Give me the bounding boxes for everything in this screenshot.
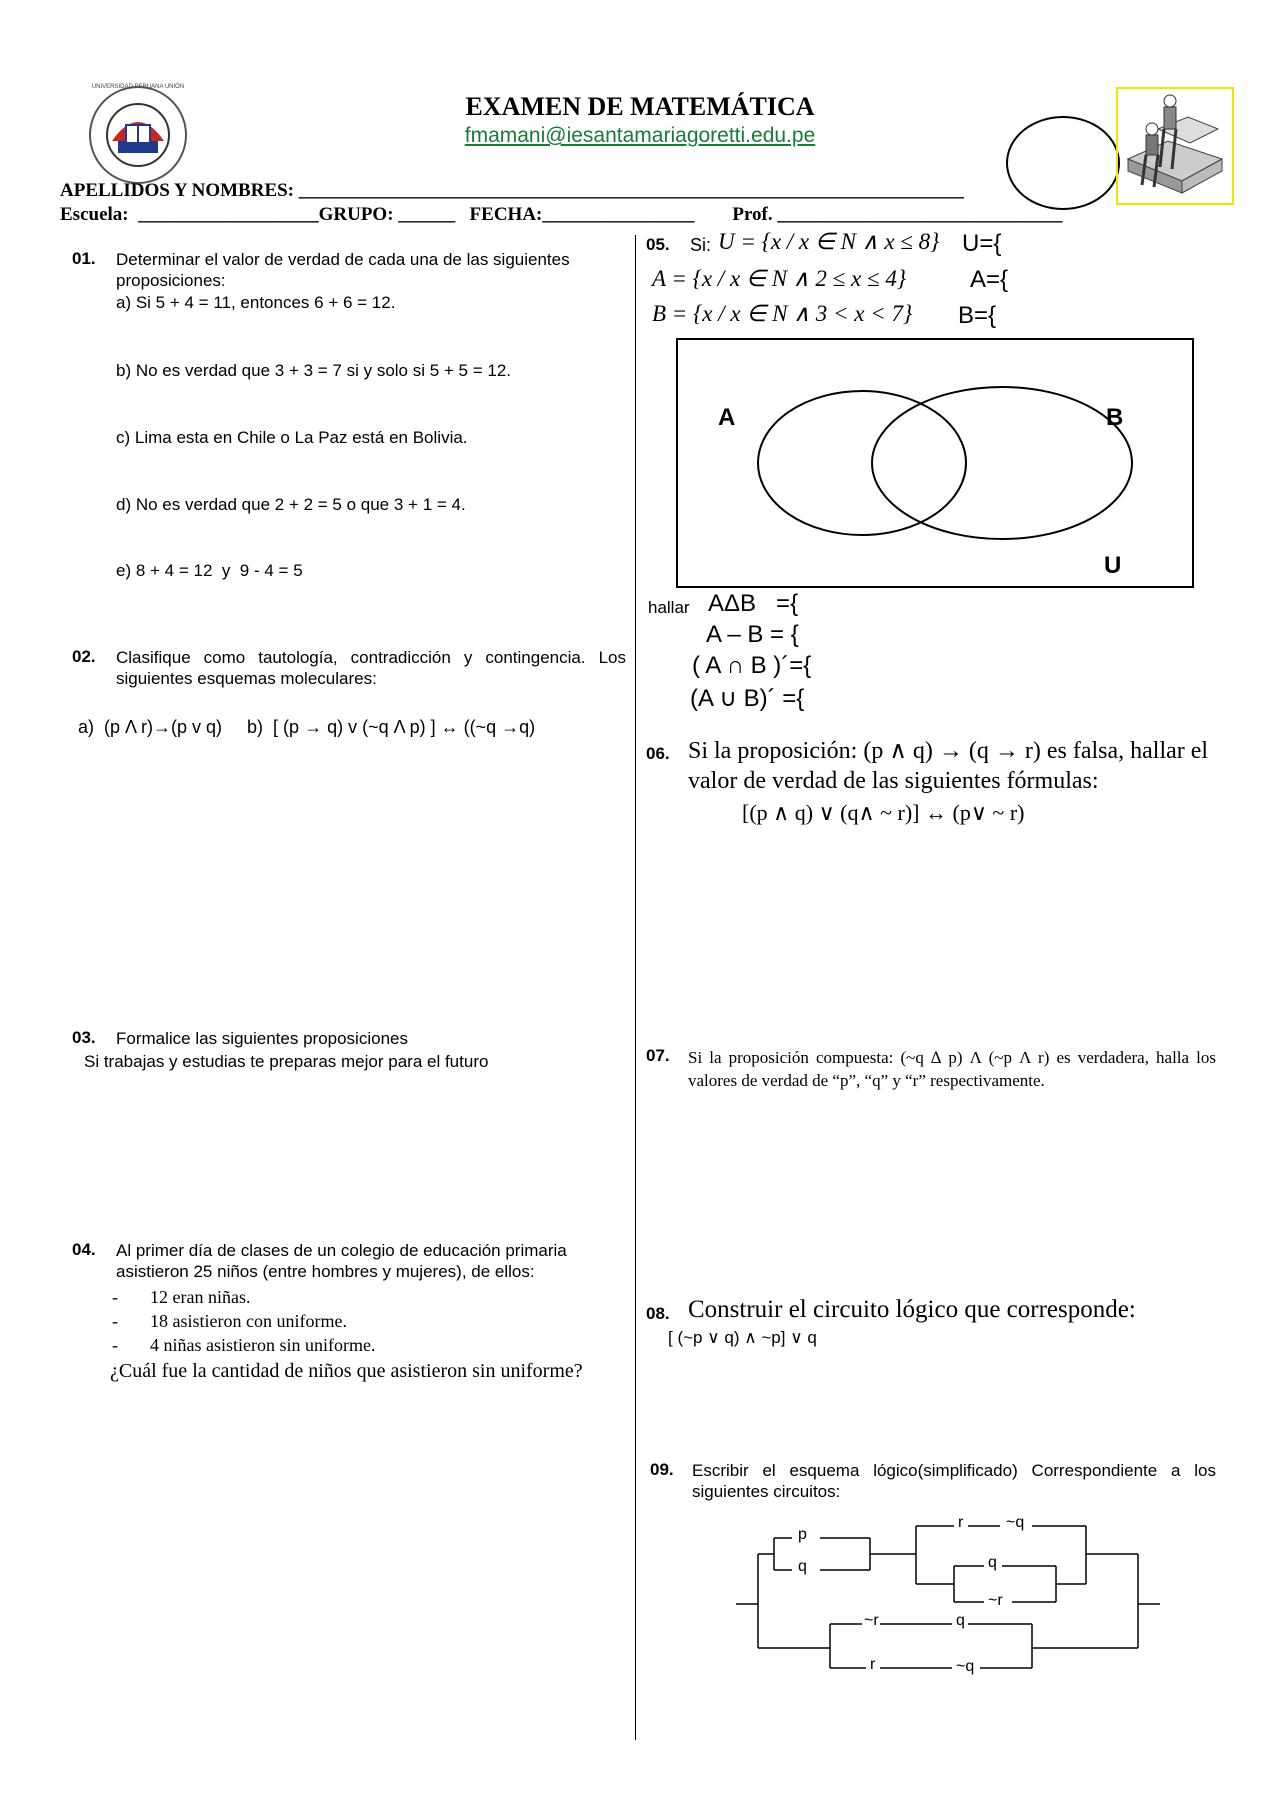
- q8-number: 08.: [646, 1304, 670, 1323]
- names-line: APELLIDOS Y NOMBRES: ______________________________________________________________________: [60, 180, 964, 201]
- q9-text: Escribir el esquema lógico(simplificado) Correspondiente a los siguientes circuitos:: [692, 1461, 1216, 1501]
- q5-op-symmetric-diff: AΔB ={: [708, 590, 799, 617]
- logo-text: UNIVERSIDAD PERUANA UNIÓN: [91, 84, 185, 90]
- q5-hallar: hallar: [648, 598, 690, 617]
- circuit-label-q: q: [798, 1558, 807, 1575]
- q6-formula: [(p ∧ q) ∨ (q∧ ~ r)] ↔ (p∨ ~ r): [742, 800, 1025, 825]
- q2-number: 02.: [72, 647, 96, 666]
- list-item: - 4 niñas asistieron sin uniforme.: [112, 1335, 376, 1355]
- circuit-label-p: p: [798, 1526, 807, 1543]
- venn-label-b: B: [1106, 404, 1124, 431]
- q2-text: Clasifique como tautología, contradicción y contingencia. Los siguientes esquemas moleculares:: [116, 648, 626, 688]
- q5-a-answer: A={: [970, 266, 1009, 293]
- q3-sentence: Si trabajas y estudias te preparas mejor para el futuro: [84, 1052, 489, 1071]
- q5-op-difference: A – B = {: [706, 621, 799, 648]
- circuit-label-not-r: ~r: [988, 1592, 1003, 1609]
- q4-list: [112, 1285, 375, 1357]
- venn-label-a: A: [718, 404, 736, 431]
- q1-number: 01.: [72, 249, 96, 268]
- universe-rect: [677, 339, 1193, 587]
- logic-circuit: [730, 1506, 1170, 1676]
- list-item: - 12 eran niñas.: [112, 1287, 251, 1307]
- circuit-label-q: q: [956, 1612, 965, 1629]
- circuit-label-r: r: [958, 1514, 964, 1531]
- q1-text: Determinar el valor de verdad de cada una de las siguientes proposiciones:: [116, 250, 570, 290]
- q9-number: 09.: [650, 1460, 674, 1479]
- circuit-label-not-q: ~q: [956, 1658, 975, 1675]
- circuit-label-q: q: [988, 1554, 997, 1571]
- q2-formula: a) (p Λ r)→(p v q) b) [ (p → q) v (~q Λ p) ] ↔ ((~q →q): [78, 717, 536, 737]
- circuit-label-not-r: ~r: [864, 1612, 879, 1629]
- q1-b: b) No es verdad que 3 + 3 = 7 si y solo si 5 + 5 = 12.: [116, 361, 512, 380]
- q1-d: d) No es verdad que 2 + 2 = 5 o que 3 + 1 = 4.: [116, 495, 466, 514]
- q3-number: 03.: [72, 1028, 96, 1047]
- q6-number: 06.: [646, 744, 670, 763]
- q1-a: a) Si 5 + 4 = 11, entonces 6 + 6 = 12.: [116, 293, 396, 312]
- q1-c: c) Lima esta en Chile o La Paz está en Bolivia.: [116, 428, 468, 447]
- q4-number: 04.: [72, 1240, 96, 1259]
- q5-op-union-complement: (A ∪ B)´ ={: [690, 685, 805, 712]
- q8-text: Construir el circuito lógico que corresponde:: [688, 1296, 1136, 1323]
- q7-number: 07.: [646, 1046, 670, 1065]
- email-link[interactable]: fmamani@iesantamariagoretti.edu.pe: [464, 124, 816, 147]
- column-divider: [635, 235, 636, 1740]
- set-a-ellipse: [758, 391, 966, 535]
- q5-u-definition: U = {x / x ∈ N ∧ x ≤ 8}: [718, 229, 940, 254]
- q3-text: Formalice las siguientes proposiciones: [116, 1029, 408, 1048]
- list-item: - 18 asistieron con uniforme.: [112, 1311, 347, 1331]
- q4-question: ¿Cuál fue la cantidad de niños que asistieron sin uniforme?: [110, 1360, 583, 1382]
- seated-students-image: [1116, 87, 1234, 205]
- q5-a-definition: A = {x / x ∈ N ∧ 2 ≤ x ≤ 4}: [652, 266, 907, 291]
- school-group-date-line: Escuela: ___________________GRUPO: ______ FECHA:________________ Prof. ______________________________: [60, 204, 1063, 225]
- q5-si: Si:: [690, 235, 712, 255]
- venn-label-u: U: [1104, 552, 1122, 579]
- q5-b-definition: B = {x / x ∈ N ∧ 3 < x < 7}: [652, 301, 913, 326]
- circuit-label-r: r: [870, 1656, 876, 1673]
- q8-formula: [ (~p ∨ q) ∧ ~p] ∨ q: [668, 1328, 817, 1347]
- q7-text: Si la proposición compuesta: (~q ∆ p) Λ (~p Λ r) es verdadera, halla los valores de verdad de “p”, “q” y “r” respectivamente.: [688, 1048, 1216, 1090]
- circuit-label-not-q: ~q: [1006, 1514, 1025, 1531]
- q4-text: Al primer día de clases de un colegio de educación primaria asistieron 25 niños (entre hombres y mujeres), de ellos:: [116, 1241, 567, 1281]
- q5-number: 05.: [646, 235, 670, 254]
- q5-b-answer: B={: [958, 302, 997, 329]
- q1-e: e) 8 + 4 = 12 y 9 - 4 = 5: [116, 561, 303, 580]
- q5-op-intersection-complement: ( A ∩ B )´={: [692, 652, 812, 679]
- exam-title: EXAMEN DE MATEMÁTICA: [465, 92, 815, 121]
- venn-diagram: [676, 338, 1194, 588]
- set-b-ellipse: [872, 387, 1132, 539]
- q6-text: Si la proposición: (p ∧ q) → (q → r) es falsa, hallar el valor de verdad de las siguientes fórmulas:: [688, 738, 1209, 794]
- q5-u-answer: U={: [962, 230, 1002, 257]
